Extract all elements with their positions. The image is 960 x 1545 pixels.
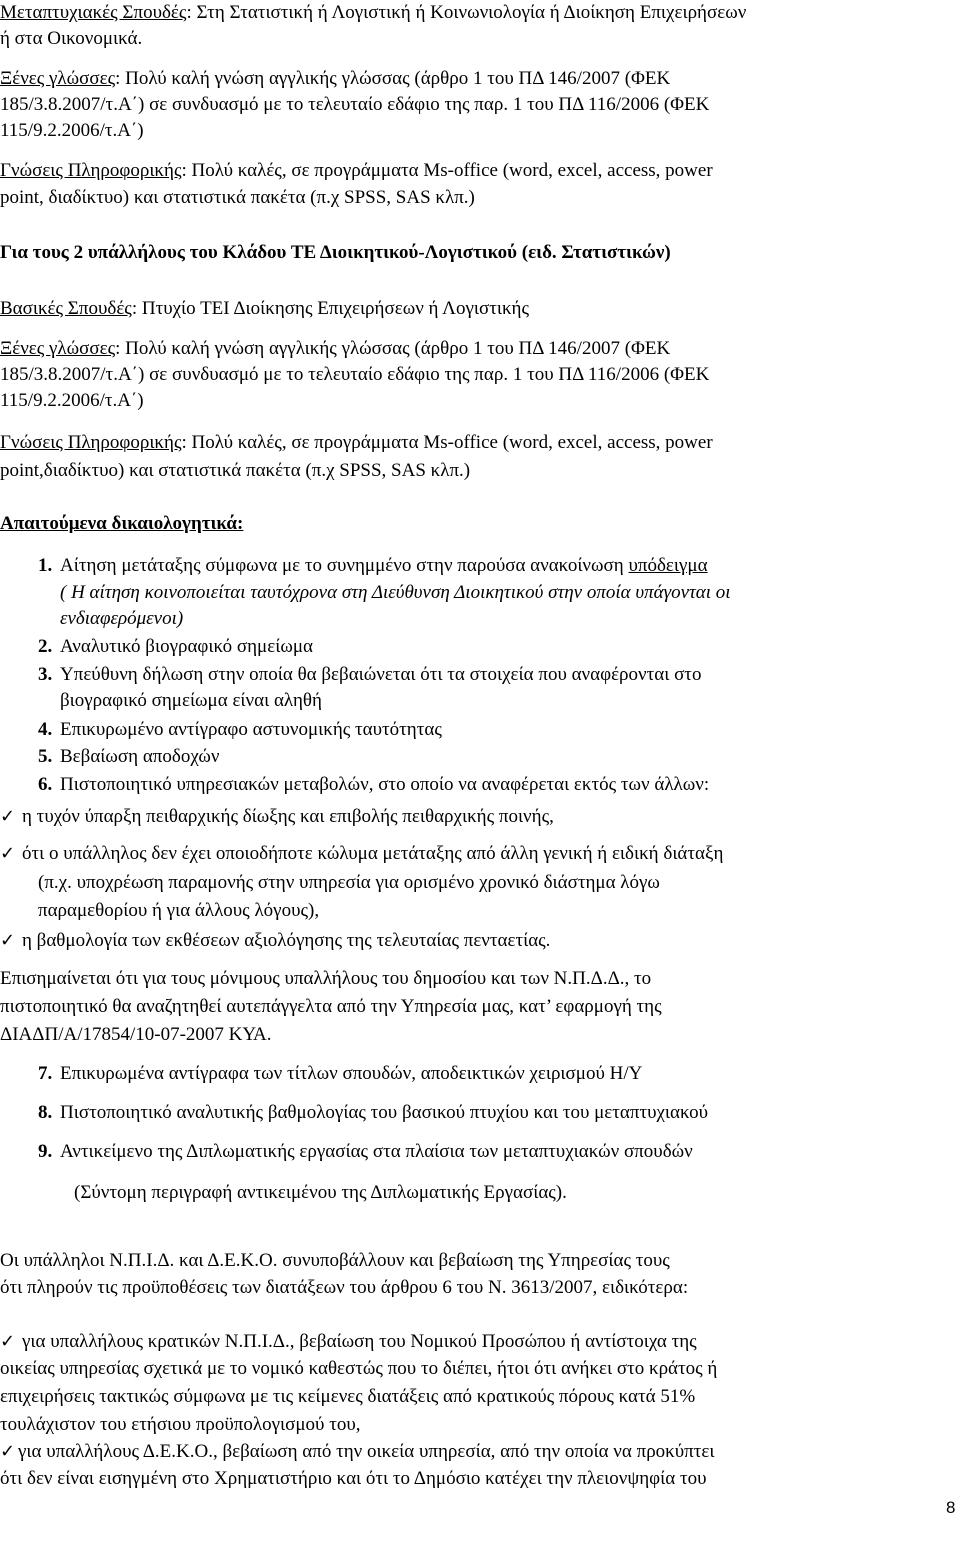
template-link[interactable]: υπόδειγμα xyxy=(628,555,708,576)
doc-item-8: 8. Πιστοποιητικό αναλυτικής βαθμολογίας του βασικού πτυχίου και του μεταπτυχιακού xyxy=(38,1102,709,1123)
checkmark-icon: ✓ xyxy=(0,1441,16,1462)
it-text-b: : Πολύ καλές, σε προγράμματα Ms-office (word, excel, access, power xyxy=(181,432,713,453)
postgrad-label: Μεταπτυχιακές Σπουδές xyxy=(0,2,187,23)
doc-item-2: 2. Αναλυτικό βιογραφικό σημείωμα xyxy=(38,636,313,657)
doc-item-1-note: ( Η αίτηση κοινοποιείται ταυτόχρονα στη Διεύθυνση Διοικητικού στην οποία υπάγονται οι xyxy=(60,582,731,603)
check-item-2-line-3: παραμεθορίου ή για άλλους λόγους), xyxy=(38,900,320,921)
doc-item-4: 4. Επικυρωμένο αντίγραφο αστυνομικής ταυτότητας xyxy=(38,719,442,740)
doc-item-7: 7. Επικυρωμένα αντίγραφα των τίτλων σπουδών, αποδεικτικών χειρισμού Η/Υ xyxy=(38,1063,643,1084)
lang-line-2: 185/3.8.2007/τ.Α΄) σε συνδυασμό με το τελευταίο εδάφιο της παρ. 1 του ΠΔ 116/2006 (ΦΕΚ xyxy=(0,94,710,115)
note-line-1: Επισημαίνεται ότι για τους μόνιμους υπαλλήλους του δημοσίου και των Ν.Π.Δ.Δ., το xyxy=(0,968,652,989)
lang-line-b xyxy=(0,338,670,360)
basic-studies-line xyxy=(0,298,529,320)
employees-check-a-4: τουλάχιστον του ετήσιου προϋπολογισμού του, xyxy=(0,1414,361,1435)
doc-item-1: 1. Αίτηση μετάταξης σύμφωνα με το συνημμένο στην παρούσα ανακοίνωση υπόδειγμα xyxy=(38,555,708,576)
doc-item-5: 5. Βεβαίωση αποδοχών xyxy=(38,746,220,767)
employees-check-a-2: οικείας υπηρεσίας σχετικά με το νομικό καθεστώς που το διέπει, ήτοι ότι ανήκει στο κράτος ή xyxy=(0,1358,718,1379)
checkmark-icon: ✓ xyxy=(0,1331,16,1352)
check-item-2-line-2: (π.χ. υποχρέωση παραμονής στην υπηρεσία για ορισμένο χρονικό διάστημα λόγω xyxy=(38,872,660,893)
employees-para-2: ότι πληρούν τις προϋποθέσεις των διατάξεων του άρθρου 6 του Ν. 3613/2007, ειδικότερα: xyxy=(0,1277,689,1298)
checkmark-icon: ✓ xyxy=(0,930,16,951)
postgrad-text: : Στη Στατιστική ή Λογιστική ή Κοινωνιολογία ή Διοίκηση Επιχειρήσεων xyxy=(186,2,747,23)
basic-studies-text: : Πτυχίο ΤΕΙ Διοίκησης Επιχειρήσεων ή Λογιστικής xyxy=(131,298,529,319)
employees-check-b: ✓ για υπαλλήλους Δ.Ε.Κ.Ο., βεβαίωση από την οικεία υπηρεσία, από την οποία να προκύπτει xyxy=(0,1441,715,1462)
lang-line-b-2: 185/3.8.2007/τ.Α΄) σε συνδυασμό με το τελευταίο εδάφιο της παρ. 1 του ΠΔ 116/2006 (ΦΕΚ xyxy=(0,364,710,385)
employees-para-1: Οι υπάλληλοι Ν.Π.Ι.Δ. και Δ.Ε.Κ.Ο. συνυποβάλλουν και βεβαίωση της Υπηρεσίας τους xyxy=(0,1250,670,1271)
employees-check-a-3: επιχειρήσεις τακτικώς σύμφωνα με τις κείμενες διατάξεις από κρατικούς πόρους κατά 51% xyxy=(0,1386,696,1407)
it-label: Γνώσεις Πληροφορικής xyxy=(0,160,182,181)
lang-line-3: 115/9.2.2006/τ.Α΄) xyxy=(0,120,144,141)
checkmark-icon: ✓ xyxy=(0,806,16,827)
it-line-b-2: point,διαδίκτυο) και στατιστικά πακέτα (π.χ SPSS, SAS κλπ.) xyxy=(0,460,471,481)
doc-item-3-line-2: βιογραφικό σημείωμα είναι αληθή xyxy=(60,690,322,711)
checkmark-icon: ✓ xyxy=(0,843,16,864)
lang-text-b: : Πολύ καλή γνώση αγγλικής γλώσσας (άρθρο 1 του ΠΔ 146/2007 (ΦΕΚ xyxy=(115,338,671,359)
postgrad-line-2: ή στα Οικονομικά. xyxy=(0,28,143,49)
check-item-1: ✓ η τυχόν ύπαρξη πειθαρχικής δίωξης και επιβολής πειθαρχικής ποινής, xyxy=(0,806,554,827)
doc-item-6: 6. Πιστοποιητικό υπηρεσιακών μεταβολών, στο οποίο να αναφέρεται εκτός των άλλων: xyxy=(38,774,710,795)
lang-line-b-3: 115/9.2.2006/τ.Α΄) xyxy=(0,390,144,411)
lang-text: : Πολύ καλή γνώση αγγλικής γλώσσας (άρθρο 1 του ΠΔ 146/2007 (ΦΕΚ xyxy=(115,68,671,89)
page-number: 8 xyxy=(946,1498,956,1517)
employees-check-a: ✓ για υπαλλήλους κρατικών Ν.Π.Ι.Δ., βεβαίωση του Νομικού Προσώπου ή αντίστοιχα της xyxy=(0,1331,697,1352)
documents-heading: Απαιτούμενα δικαιολογητικά: xyxy=(0,513,244,534)
note-line-3: ΔΙΑΔΠ/Α/17854/10-07-2007 ΚΥΑ. xyxy=(0,1024,272,1045)
it-label-b: Γνώσεις Πληροφορικής xyxy=(0,432,182,453)
doc-item-1-note-2: ενδιαφερόμενοι) xyxy=(60,608,184,629)
lang-line xyxy=(0,68,670,90)
doc-item-9-line-2: (Σύντομη περιγραφή αντικειμένου της Διπλωματικής Εργασίας). xyxy=(74,1182,567,1203)
doc-item-3: 3. Υπεύθυνη δήλωση στην οποία θα βεβαιώνεται ότι τα στοιχεία που αναφέρονται στο xyxy=(38,664,702,685)
check-item-3: ✓ η βαθμολογία των εκθέσεων αξιολόγησης της τελευταίας πενταετίας. xyxy=(0,930,551,951)
section-heading: Για τους 2 υπάλλήλους του Κλάδου ΤΕ Διοικητικού-Λογιστικού (ειδ. Στατιστικών) xyxy=(0,242,671,263)
doc-item-9: 9. Αντικείμενο της Διπλωματικής εργασίας στα πλαίσια των μεταπτυχιακών σπουδών xyxy=(38,1141,693,1162)
check-item-2: ✓ ότι ο υπάλληλος δεν έχει οποιοδήποτε κώλυμα μετάταξης από άλλη γενική ή ειδική διάταξη xyxy=(0,843,724,864)
it-line xyxy=(0,160,713,182)
employees-check-b-2: ότι δεν είναι εισηγμένη στο Χρηματιστήριο και ότι το Δημόσιο κατέχει την πλειονψηφία του xyxy=(0,1468,707,1489)
note-line-2: πιστοποιητικό θα αναζητηθεί αυτεπάγγελτα από την Υπηρεσία μας, κατ’ εφαρμογή της xyxy=(0,996,662,1017)
lang-label-b: Ξένες γλώσσες xyxy=(0,338,116,359)
it-line-2: point, διαδίκτυο) και στατιστικά πακέτα (π.χ SPSS, SAS κλπ.) xyxy=(0,187,475,208)
basic-studies-label: Βασικές Σπουδές xyxy=(0,298,132,319)
postgrad-line xyxy=(0,2,746,24)
lang-label: Ξένες γλώσσες xyxy=(0,68,116,89)
it-text: : Πολύ καλές, σε προγράμματα Ms-office (word, excel, access, power xyxy=(181,160,713,181)
it-line-b xyxy=(0,432,713,454)
